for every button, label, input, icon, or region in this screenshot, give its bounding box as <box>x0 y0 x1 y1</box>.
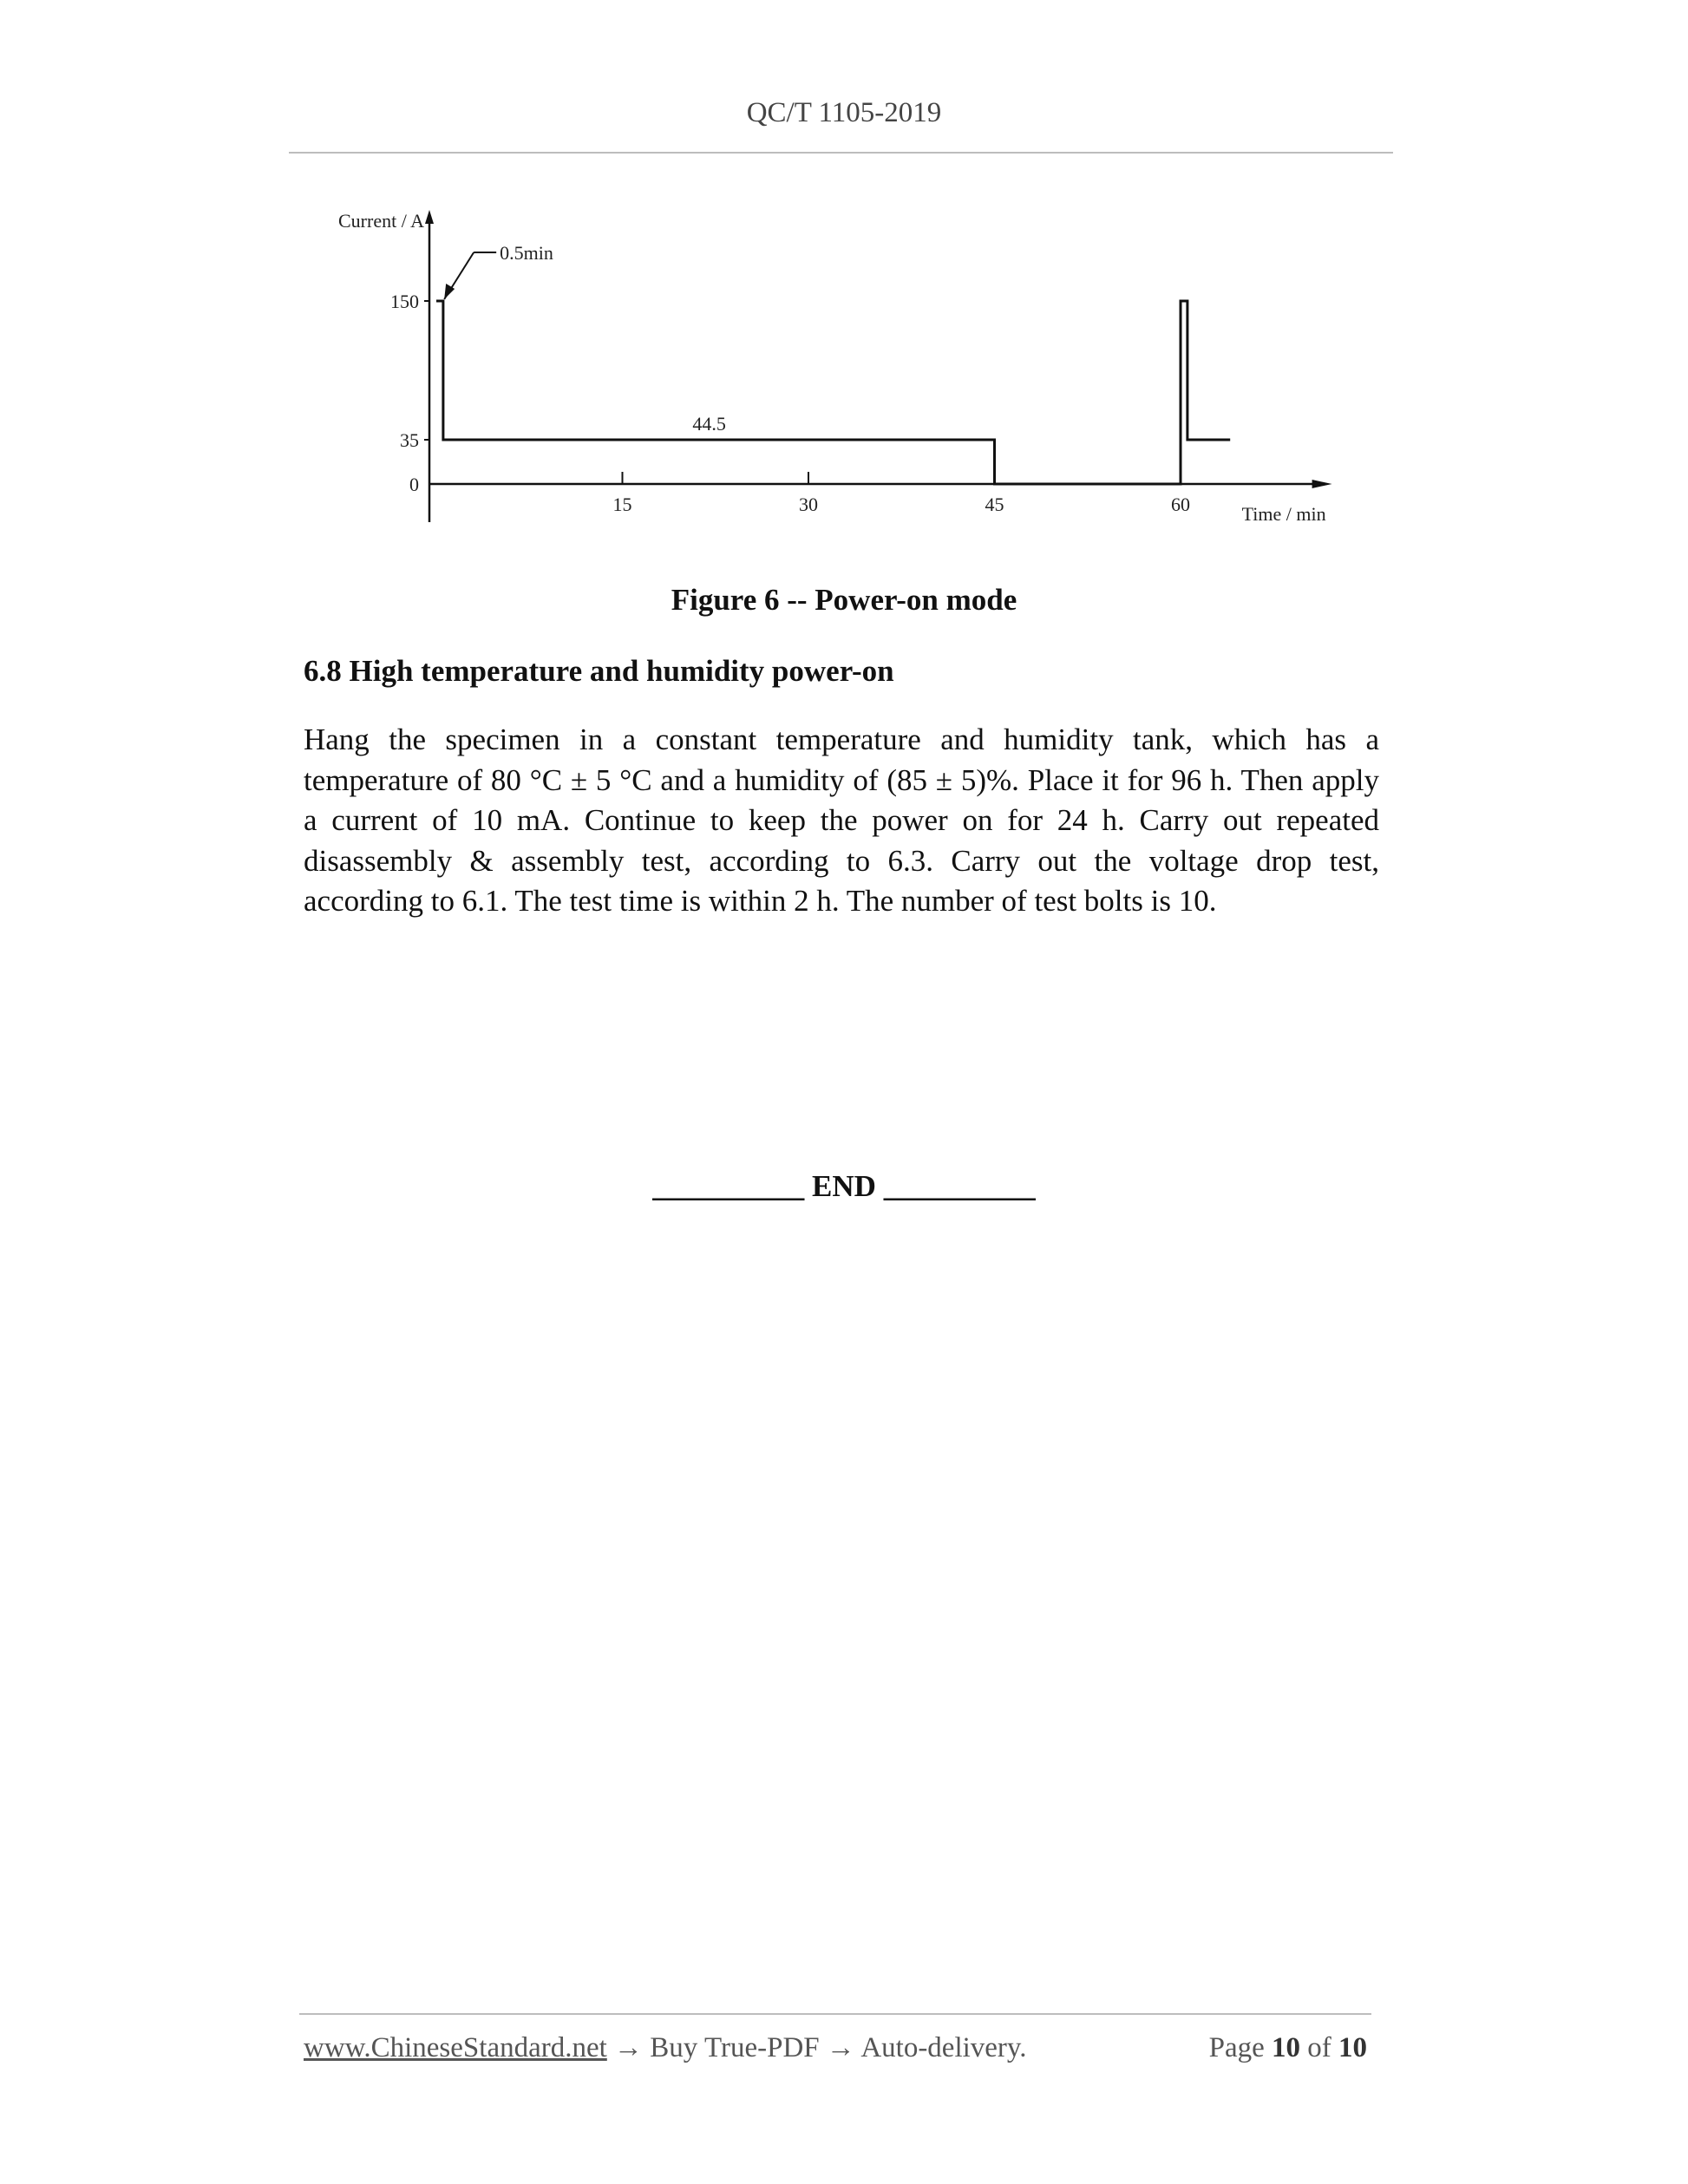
page-header: QC/T 1105-2019 <box>746 97 942 128</box>
page-number <box>1209 2032 1367 2064</box>
arrow-icon: → <box>614 2032 644 2063</box>
y-axis-label: Current / A <box>338 210 424 232</box>
x-axis-arrow-icon <box>1312 480 1332 488</box>
x-axis-label: Time / min <box>1241 503 1326 525</box>
annotation-label: 44.5 <box>692 413 726 435</box>
footer-divider <box>299 2013 1371 2015</box>
x-tick-label: 45 <box>985 494 1004 515</box>
site-link[interactable]: www.ChineseStandard.net <box>304 2032 607 2063</box>
header-divider <box>289 152 1393 154</box>
end-mark: __________ END __________ <box>652 1169 1036 1203</box>
y-axis-arrow-icon <box>425 210 434 224</box>
figure-caption: Figure 6 -- Power-on mode <box>671 583 1017 617</box>
power-on-chart <box>321 199 1345 546</box>
x-tick-label: 60 <box>1171 494 1190 515</box>
page-word: Page <box>1208 2032 1265 2063</box>
footer-buy: Buy True-PDF <box>650 2032 820 2063</box>
x-tick-label: 30 <box>799 494 818 515</box>
body-paragraph: Hang the specimen in a constant temperature and humidity tank, which has a temperature of 80 °C ± 5 °C and a humidity of (85 ± 5)%. Place it for 96 h. Then apply a current of 10 mA. Continue to keep the power on for 24 h. Carry out repeated disassembly & assembly test, according to 6.3. Carry out the voltage drop test, according to 6.1. The test time is within 2 h. The number of test bolts is 10. <box>304 723 1379 918</box>
y-tick-label: 150 <box>390 291 419 312</box>
of-word: of <box>1307 2032 1331 2063</box>
x-tick-label: 15 <box>612 494 632 515</box>
footer-delivery: Auto-delivery. <box>860 2032 1027 2063</box>
y-tick-label: 0 <box>409 474 419 495</box>
chart-svg <box>321 199 1345 546</box>
page-current: 10 <box>1272 2032 1300 2063</box>
section-heading: 6.8 High temperature and humidity power-on <box>304 654 894 688</box>
current-series-line <box>436 301 1230 484</box>
footer-left <box>304 2032 1027 2064</box>
arrow-icon: → <box>826 2032 855 2063</box>
page-total: 10 <box>1338 2032 1367 2063</box>
y-tick-label: 35 <box>400 429 419 451</box>
annotation-label: 0.5min <box>500 242 553 264</box>
